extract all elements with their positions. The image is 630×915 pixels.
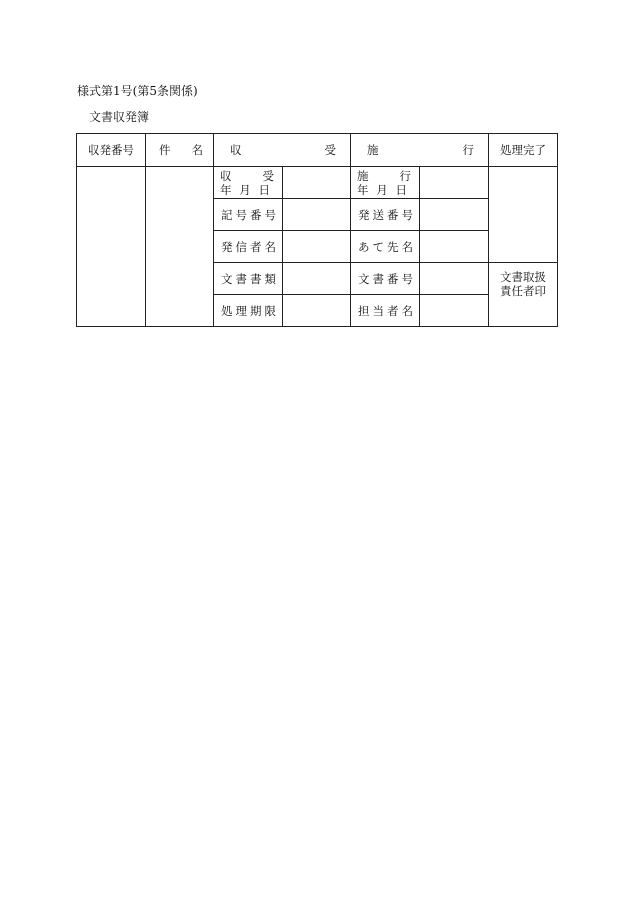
issue-field-label [351, 199, 420, 231]
issue-field-value [420, 199, 489, 231]
issue-dispatch-number-label-char-1: 発 [358, 207, 370, 222]
issue-field-label [351, 231, 420, 263]
issue-addressee-label [358, 239, 413, 255]
stamp-label-line-1: 文書取扱 [500, 270, 546, 284]
receipt-date-month: 月 [239, 182, 251, 197]
receipt-field-label [214, 199, 283, 231]
receipt-sender-name-label [221, 239, 276, 255]
issue-addressee-label-char-3: 先 [387, 239, 399, 254]
header-serial-number-text: 収発番号 [88, 143, 134, 157]
header-completion [489, 134, 558, 167]
header-issue-char-1: 施 [367, 143, 379, 157]
receipt-symbol-number-label-char-4: 号 [264, 207, 276, 222]
issue-addressee-label-char-1: あ [358, 239, 370, 254]
issue-person-in-charge-label-char-1: 担 [358, 303, 370, 318]
receipt-deadline-label-char-4: 限 [264, 303, 276, 318]
issue-addressee-label-char-2: て [372, 239, 384, 254]
issue-date-label [351, 167, 420, 199]
issue-addressee-label-char-4: 名 [401, 239, 413, 254]
receipt-document-type-label-char-1: 文 [221, 271, 233, 286]
receipt-field-value [283, 231, 351, 263]
receipt-document-type-label-char-3: 書 [250, 271, 262, 286]
date-row [77, 167, 558, 199]
header-row [77, 134, 558, 167]
document-ledger-table [76, 133, 558, 327]
issue-document-number-label-char-3: 番 [387, 271, 399, 286]
header-issue [351, 134, 489, 167]
receipt-deadline-label [221, 303, 276, 319]
header-receipt [214, 134, 351, 167]
issue-document-number-label-char-1: 文 [358, 271, 370, 286]
receipt-date-year: 年 [220, 182, 232, 197]
receipt-symbol-number-label-char-1: 記 [221, 207, 233, 222]
receipt-sender-name-label-char-1: 発 [221, 239, 233, 254]
header-subject [146, 134, 214, 167]
receipt-sender-name-label-char-4: 名 [264, 239, 276, 254]
issue-dispatch-number-label-char-3: 番 [387, 207, 399, 222]
header-completion-text: 処理完了 [500, 143, 546, 157]
issue-date-char-1: 施 [357, 168, 369, 183]
receipt-date-char-1: 収 [220, 168, 232, 183]
header-subject-char-1: 件 [159, 143, 171, 157]
issue-document-number-label [358, 271, 413, 287]
issue-date-day: 日 [395, 182, 407, 197]
issue-date-year: 年 [357, 182, 369, 197]
receipt-field-value [283, 263, 351, 295]
issue-dispatch-number-label-char-2: 送 [372, 207, 384, 222]
receipt-deadline-label-char-2: 理 [235, 303, 247, 318]
issue-date-value [420, 167, 489, 199]
receipt-field-label [214, 295, 283, 327]
receipt-date-label [214, 167, 283, 199]
receipt-document-type-label-char-2: 書 [235, 271, 247, 286]
issue-document-number-label-char-4: 号 [401, 271, 413, 286]
receipt-field-label [214, 231, 283, 263]
stamp-label-line-2: 責任者印 [500, 284, 546, 298]
receipt-symbol-number-label-char-3: 番 [250, 207, 262, 222]
issue-field-value [420, 231, 489, 263]
header-issue-char-2: 行 [462, 143, 474, 157]
issue-date-month: 月 [376, 182, 388, 197]
issue-dispatch-number-label-char-4: 号 [401, 207, 413, 222]
receipt-sender-name-label-char-2: 信 [235, 239, 247, 254]
receipt-deadline-label-char-1: 処 [221, 303, 233, 318]
receipt-field-value [283, 295, 351, 327]
issue-person-in-charge-label-char-2: 当 [372, 303, 384, 318]
receipt-deadline-label-char-3: 期 [250, 303, 262, 318]
serial-number-cell [77, 167, 146, 327]
issue-date-char-2: 行 [399, 168, 411, 183]
receipt-document-type-label [221, 271, 276, 287]
stamp-cell [489, 263, 558, 327]
subject-cell [146, 167, 214, 327]
issue-field-value [420, 295, 489, 327]
completion-cell [489, 167, 558, 263]
issue-person-in-charge-label-char-3: 者 [387, 303, 399, 318]
issue-field-value [420, 263, 489, 295]
header-subject-char-2: 名 [191, 143, 203, 157]
receipt-symbol-number-label [221, 207, 276, 223]
document-title: 文書収発簿 [89, 110, 150, 124]
header-receipt-char-2: 受 [324, 143, 336, 157]
receipt-symbol-number-label-char-2: 号 [235, 207, 247, 222]
form-number-label: 様式第1号(第5条関係) [77, 84, 198, 98]
receipt-date-day: 日 [258, 182, 270, 197]
receipt-sender-name-label-char-3: 者 [250, 239, 262, 254]
issue-person-in-charge-label [358, 303, 413, 319]
issue-dispatch-number-label [358, 207, 413, 223]
issue-document-number-label-char-2: 書 [372, 271, 384, 286]
receipt-field-value [283, 199, 351, 231]
issue-person-in-charge-label-char-4: 名 [401, 303, 413, 318]
issue-field-label [351, 263, 420, 295]
receipt-document-type-label-char-4: 類 [264, 271, 276, 286]
header-serial-number [77, 134, 146, 167]
receipt-date-value [283, 167, 351, 199]
header-receipt-char-1: 収 [230, 143, 242, 157]
issue-field-label [351, 295, 420, 327]
receipt-field-label [214, 263, 283, 295]
receipt-date-char-2: 受 [262, 168, 274, 183]
